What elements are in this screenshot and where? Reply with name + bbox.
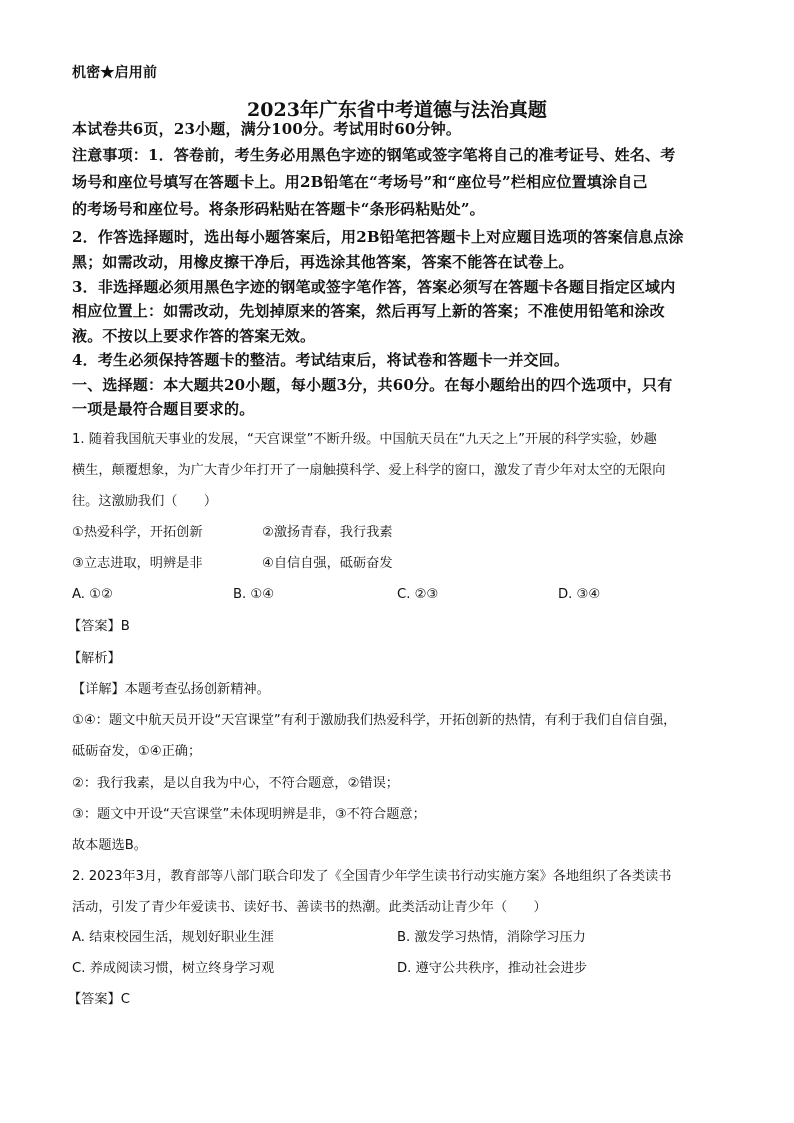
section-heading: 一项是最符合题目要求的。 [72, 400, 255, 418]
detail-line: ③：题文中开设“天宫课堂”未体现明辨是非，③不符合题意； [72, 807, 426, 822]
option-a: A. ①② [72, 587, 113, 602]
option-c: C. ②③ [397, 587, 439, 602]
answer-label: 【答案】B [68, 619, 130, 634]
option-d: D. 遵守公共秩序，推动社会进步 [397, 961, 587, 976]
question-stem: 1. 随着我国航天事业的发展，“天宫课堂”不断升级。中国航天员在“九天之上”开展的科学实验，妙趣 [72, 432, 657, 447]
statement: ①热爱科学，开拓创新 [72, 525, 203, 540]
option-a: A. 结束校园生活，规划好职业生涯 [72, 930, 274, 945]
instruction-line: 2．作答选择题时，选出每小题答案后，用2B铅笔把答题卡上对应题目选项的答案信息点涂 [72, 228, 684, 246]
detail-line: ②：我行我素，是以自我为中心，不符合题意，②错误； [72, 776, 399, 791]
question-stem: 活动，引发了青少年爱读书、读好书、善读书的热潮。此类活动让青少年（ ） [72, 900, 547, 915]
statement: ②激扬青春，我行我素 [262, 525, 393, 540]
detail-line: 【详解】本题考查弘扬创新精神。 [72, 682, 270, 697]
question-stem: 往。这激励我们（ ） [72, 494, 218, 509]
statement: ③立志进取，明辨是非 [72, 556, 203, 571]
section-heading: 一、选择题：本大题共20小题，每小题3分，共60分。在每小题给出的四个选项中，只有 [72, 376, 673, 394]
instruction-line: 场号和座位号填写在答题卡上。用2B铅笔在“考场号”和“座位号”栏相应位置填涂自己 [72, 173, 648, 191]
instruction-line: 液。不按以上要求作答的答案无效。 [72, 327, 316, 345]
instruction-line: 3．非选择题必须用黑色字迹的钢笔或签字笔作答，答案必须写在答题卡各题目指定区域内 [72, 278, 676, 296]
instruction-line: 相应位置上：如需改动，先划掉原来的答案，然后再写上新的答案；不准使用铅笔和涂改 [72, 302, 665, 320]
detail-line: 砥砺奋发，①④正确； [72, 744, 202, 759]
question-stem: 横生，颠覆想象，为广大青少年打开了一扇触摸科学、爱上科学的窗口，激发了青少年对太空的无限向 [72, 463, 666, 478]
statement: ④自信自强，砥砺奋发 [262, 556, 393, 571]
instruction-line: 注意事项：1．答卷前，考生务必用黑色字迹的钢笔或签字笔将自己的准考证号、姓名、考 [72, 146, 676, 164]
detail-line: 故本题选B。 [72, 838, 147, 853]
instruction-line: 4．考生必须保持答题卡的整洁。考试结束后，将试卷和答题卡一并交回。 [72, 351, 570, 369]
option-c: C. 养成阅读习惯，树立终身学习观 [72, 961, 275, 976]
option-b: B. 激发学习热情，消除学习压力 [397, 930, 586, 945]
confidential-label: 机密★启用前 [72, 65, 158, 81]
answer-label: 【答案】C [68, 992, 130, 1007]
question-stem: 2. 2023年3月，教育部等八部门联合印发了《全国青少年学生读书行动实施方案》各地组织了各类读书 [72, 869, 672, 884]
instruction-line: 的考场号和座位号。将条形码粘贴在答题卡“条形码粘贴处”。 [72, 200, 485, 218]
instruction-line: 本试卷共6页，23小题，满分100分。考试用时60分钟。 [72, 120, 462, 138]
page-title: 2023年广东省中考道德与法治真题 [247, 99, 547, 121]
detail-line: ①④：题文中航天员开设“天宫课堂”有利于激励我们热爱科学，开拓创新的热情，有利于我们自信自强， [72, 713, 677, 728]
option-b: B. ①④ [233, 587, 275, 602]
instruction-line: 黑；如需改动，用橡皮擦干净后，再选涂其他答案，答案不能答在试卷上。 [72, 253, 574, 271]
analysis-label: 【解析】 [68, 651, 121, 666]
option-d: D. ③④ [558, 587, 601, 602]
